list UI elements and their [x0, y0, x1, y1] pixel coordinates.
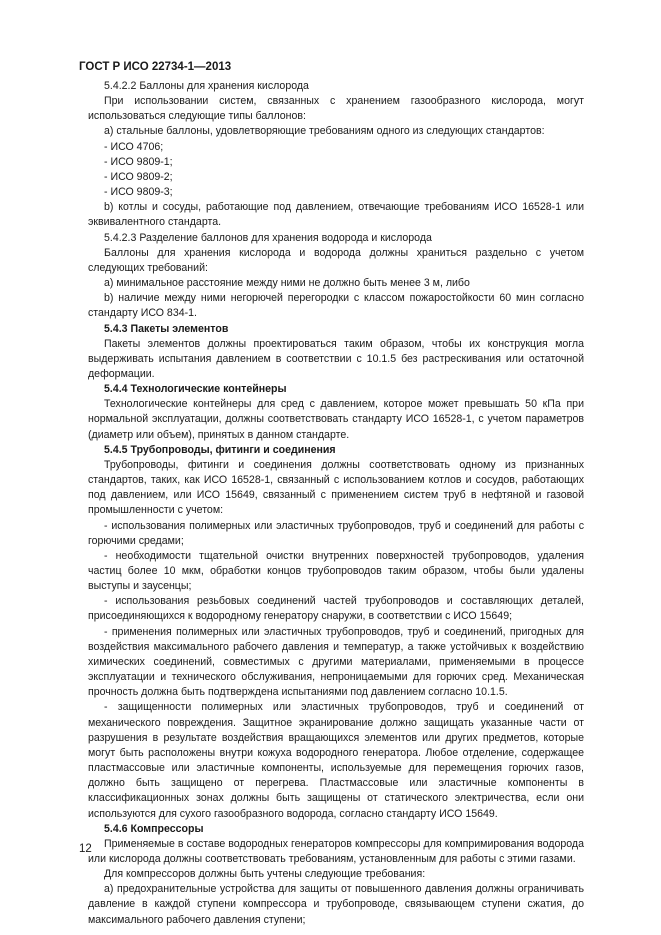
- section-heading-5-4-4: 5.4.4 Технологические контейнеры: [104, 383, 287, 396]
- paragraph: При использовании систем, связанных с хранением газообразного кислорода, могут использоваться следующие типы баллонов:: [88, 95, 584, 123]
- paragraph: Баллоны для хранения кислорода и водорода должны храниться раздельно с учетом следующих требований:: [88, 246, 584, 274]
- list-item: - использования резьбовых соединений частей трубопроводов и составляющих деталей, присоединяющихся к водородному генератору снаружи, в соответствии с ИСО 15649;: [88, 595, 584, 623]
- list-item: а) стальные баллоны, удовлетворяющие требованиям одного из следующих стандартов:: [104, 125, 545, 138]
- paragraph: Трубопроводы, фитинги и соединения должны соответствовать одному из признанных стандартов, таких, как ИСО 16528-1, связанный с использованием котлов и сосудов, работающих под давлением, или ИСО 15649, связанный с применением систем труб в нефтяной и газовой промышленности с учетом:: [88, 458, 584, 517]
- paragraph: Технологические контейнеры для сред с давлением, которое может превышать 50 кПа при нормальной эксплуатации, должны соответствовать стандарту ИСО 16528-1, с учетом параметров (диаметр или объем), принятых в данном стандарте.: [88, 398, 584, 441]
- list-item: - применения полимерных или эластичных трубопроводов, труб и соединений, пригодных для воздействия максимального рабочего давления и температур, а также устойчивых к воздействию химических соединений, совместимых с другими материалами, применяемыми в процессе эксплуатации и технического обслуживания, непроницаемыми для горючих сред. Механическая прочность должна быть подтверждена испытаниями под давлением согласно 10.1.5.: [88, 625, 584, 699]
- list-item: b) котлы и сосуды, работающие под давлением, отвечающие требованиям ИСО 16528-1 или эквивалентного стандарта.: [88, 201, 584, 229]
- section-heading-5-4-5: 5.4.5 Трубопроводы, фитинги и соединения: [104, 443, 336, 456]
- document-code-header: ГОСТ Р ИСО 22734-1—2013: [79, 61, 232, 73]
- list-item: - ИСО 4706;: [104, 140, 164, 153]
- list-item: - защищенности полимерных или эластичных трубопроводов, труб и соединений от механического повреждения. Защитное экранирование должно защищать указанные части от разрушения в результате воздействия вращающихся элементов или других предметов, которые могут быть расположены внутри кожуха водородного генератора. Любое отделение, содержащее пластмассовые или эластичные компоненты, используемые для перемещения горючих газов, должно быть защищено от перегрева. Пластмассовые или эластичные компоненты в классификационных зонах должны быть защищены от статического электричества, если они используются для сухого газообразного водорода, согласно стандарту ИСО 15649.: [88, 701, 584, 820]
- paragraph: Пакеты элементов должны проектироваться таким образом, чтобы их конструкция могла выдерживать испытания давлением в соответствии с 10.1.5 без растрескивания или остаточной деформации.: [88, 337, 584, 380]
- list-item: а) минимальное расстояние между ними не должно быть менее 3 м, либо: [104, 277, 470, 290]
- section-heading-5-4-3: 5.4.3 Пакеты элементов: [104, 322, 229, 335]
- document-body: [88, 79, 584, 928]
- page-number: 12: [79, 843, 92, 855]
- list-item: - ИСО 9809-2;: [104, 170, 173, 183]
- paragraph: Для компрессоров должны быть учтены следующие требования:: [104, 868, 426, 881]
- paragraph: Применяемые в составе водородных генераторов компрессоры для компримирования водорода или кислорода должны соответствовать требованиям, установленным для работы с этими газами.: [88, 837, 584, 865]
- list-item: b) наличие между ними негорючей перегородки с классом пожаростойкости 60 мин согласно стандарту ИСО 834-1.: [88, 292, 584, 320]
- section-heading-5-4-6: 5.4.6 Компрессоры: [104, 822, 204, 835]
- list-item: - ИСО 9809-3;: [104, 186, 173, 199]
- list-item: а) предохранительные устройства для защиты от повышенного давления должны ограничивать давление в каждой ступени компрессора и трубопроводе, связывающем ступени сжатия, до максимального рабочего давления ступени;: [88, 883, 584, 926]
- list-item: - использования полимерных или эластичных трубопроводов, труб и соединений для работы с горючими средами;: [88, 519, 584, 547]
- list-item: - ИСО 9809-1;: [104, 155, 173, 168]
- list-item: - необходимости тщательной очистки внутренних поверхностей трубопроводов, удаления частиц более 10 мкм, обработки концов трубопроводов таким образом, чтобы были удалены выступы и заусенцы;: [88, 549, 584, 593]
- clause-heading-5-4-2-3: 5.4.2.3 Разделение баллонов для хранения водорода и кислорода: [104, 231, 432, 244]
- clause-heading-5-4-2-2: 5.4.2.2 Баллоны для хранения кислорода: [104, 80, 309, 92]
